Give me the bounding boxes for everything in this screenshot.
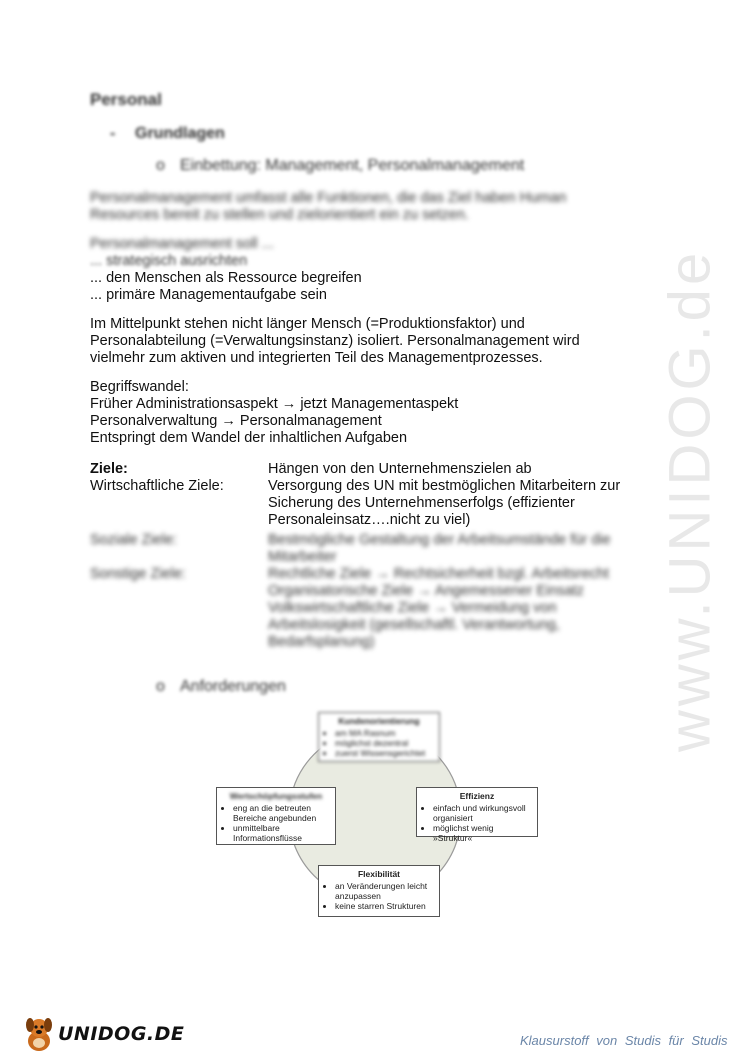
footer-logo (22, 1015, 184, 1053)
wirtschaftliche-ziele-label: Wirtschaftliche Ziele: (90, 478, 224, 494)
diagram-box-left (216, 787, 336, 845)
watermark: www.UNIDOG.de (657, 248, 723, 752)
diagram-box-title: Effizienz (459, 791, 495, 801)
sonstige-ziele-text: Rechtliche Ziele → Rechtsicherheit bzgl. Arbeitsrecht (268, 566, 609, 582)
section-bullet: - (110, 125, 116, 142)
diagram-box-item: • eng an die betreuten Bereiche angebunden (233, 803, 329, 823)
begriffswandel-line: Begriffswandel: (90, 379, 189, 395)
soll-item: ... primäre Managementaufgabe sein (90, 287, 327, 303)
begriffswandel-line: Entspringt dem Wandel der inhaltlichen Aufgaben (90, 430, 408, 446)
paragraph-line: Im Mittelpunkt stehen nicht länger Mensch (=Produktionsfaktor) und (90, 316, 525, 332)
sonstige-ziele-label: Sonstige Ziele: (90, 566, 186, 582)
subsection-einbettung: Einbettung: Management, Personalmanagement (180, 157, 525, 174)
wirtschaftliche-ziele-text: Versorgung des UN mit bestmöglichen Mitarbeitern zur (268, 478, 621, 494)
paragraph-line: Personalmanagement umfasst alle Funktionen, die das Ziel haben Human (90, 190, 567, 206)
paragraph-line: Personalabteilung (=Verwaltungsinstanz) isoliert. Personalmanagement wird (90, 333, 580, 349)
wirtschaftliche-ziele-text: Personaleinsatz….nicht zu viel) (268, 512, 471, 528)
wirtschaftliche-ziele-text: Sicherung des Unternehmenserfolgs (effizienter (268, 495, 575, 511)
ziele-intro: Hängen von den Unternehmenszielen ab (268, 461, 532, 477)
paragraph-line: Resources bereit zu stellen und zielorientiert ein zu setzen. (90, 207, 469, 223)
begriffswandel-line: Früher Administrationsaspekt → jetzt Managementaspekt (90, 396, 459, 412)
soziale-ziele-text: Mitarbeiter (268, 549, 337, 565)
paragraph-line: vielmehr zum aktiven und integrierten Teil des Managementprozesses. (90, 350, 543, 366)
sonstige-ziele-text: Arbeitslosigkeit (gesellschaftl. Verantwortung, (268, 617, 560, 633)
footer-tagline: Klausurstoff von Studis für Studis (520, 1033, 728, 1048)
sonstige-ziele-text: Volkswirtschaftliche Ziele → Vermeidung von (268, 600, 557, 616)
sonstige-ziele-text: Organisatorische Ziele → Angemessener Einsatz (268, 583, 584, 599)
diagram-box-title: Flexibilität (357, 869, 401, 879)
diagram-box-item: • möglichst wenig »Struktur« (433, 823, 531, 843)
subsection-bullet: o (156, 678, 165, 695)
diagram-box-item: • unmittelbare Informationsflüsse (233, 823, 329, 843)
begriffswandel-line: Personalverwaltung → Personalmanagement (90, 413, 382, 429)
soll-item: ... strategisch ausrichten (90, 253, 248, 269)
diagram-box-top (318, 712, 440, 762)
logo-text: UNIDOG.DE (58, 1023, 185, 1045)
soziale-ziele-label: Soziale Ziele: (90, 532, 178, 548)
page-title: Personal (90, 90, 162, 109)
section-grundlagen: Grundlagen (135, 125, 225, 142)
subsection-bullet: o (156, 157, 165, 174)
subsection-anforderungen: Anforderungen (180, 678, 286, 695)
soll-item: ... den Menschen als Ressource begreifen (90, 270, 362, 286)
diagram-box-item: • am MA Rasnum (335, 728, 433, 738)
soziale-ziele-text: Bestmögliche Gestaltung der Arbeitsumstände für die (268, 532, 611, 548)
ziele-label: Ziele: (90, 461, 128, 477)
diagram-box-item: • einfach und wirkungsvoll organisiert (433, 803, 531, 823)
diagram-box-item: • an Veränderungen leicht anzupassen (335, 881, 433, 901)
diagram-box-item: • zuerst Wissensgerichtet (335, 748, 433, 758)
anforderungen-diagram (210, 705, 550, 925)
diagram-box-item: • keine starren Strukturen (335, 901, 433, 911)
sonstige-ziele-text: Bedarfsplanung) (268, 634, 375, 650)
dog-icon (22, 1015, 56, 1053)
diagram-box-right (416, 787, 538, 843)
diagram-box-title: Wertschöpfungsstufen (229, 791, 323, 801)
soll-intro: Personalmanagement soll ... (90, 236, 274, 252)
diagram-box-bottom (318, 865, 440, 917)
diagram-box-item: • möglichst dezentral (335, 738, 433, 748)
diagram-box-title: Kundenorientierung (338, 716, 420, 726)
